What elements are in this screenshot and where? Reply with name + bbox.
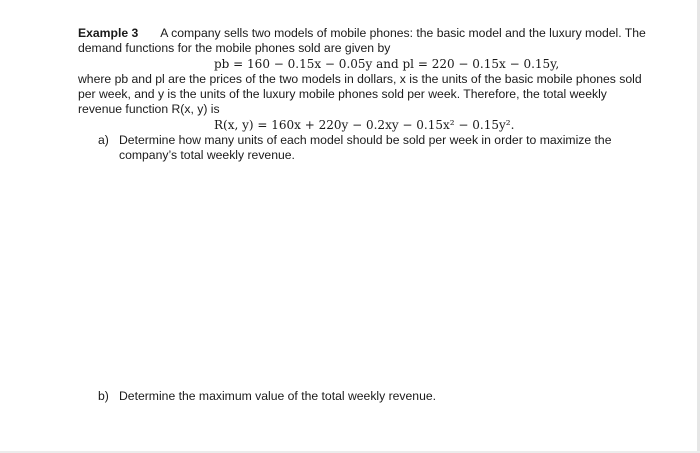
question-b-line-1: Determine the maximum value of the total weekly revenue. bbox=[119, 389, 437, 403]
question-b-marker: b) bbox=[98, 389, 109, 403]
desc-line-1: where pb and pl are the prices of the two models in dollars, x is the units of the basic mobile phones sold bbox=[78, 72, 642, 86]
desc-line-2: per week, and y is the units of the luxury mobile phones sold per week. Therefore, the total weekly bbox=[78, 87, 607, 101]
demand-equation: pb = 160 − 0.15x − 0.05y and pl = 220 − 0.15x − 0.15y, bbox=[214, 57, 560, 71]
example-label: Example 3 bbox=[78, 26, 139, 40]
intro-text-1: A company sells two models of mobile phones: the basic model and the luxury model. The bbox=[160, 26, 646, 40]
revenue-equation: R(x, y) = 160x + 220y − 0.2xy − 0.15x² − 0.15y². bbox=[214, 118, 515, 132]
intro-line-1 bbox=[78, 26, 646, 41]
intro-line-2: demand functions for the mobile phones sold are given by bbox=[78, 41, 391, 55]
question-a-line-1: Determine how many units of each model should be sold per week in order to maximize the bbox=[119, 133, 612, 147]
desc-line-3: revenue function R(x, y) is bbox=[78, 102, 220, 116]
question-a-line-2: company’s total weekly revenue. bbox=[119, 148, 295, 162]
question-a-marker: a) bbox=[98, 133, 109, 147]
